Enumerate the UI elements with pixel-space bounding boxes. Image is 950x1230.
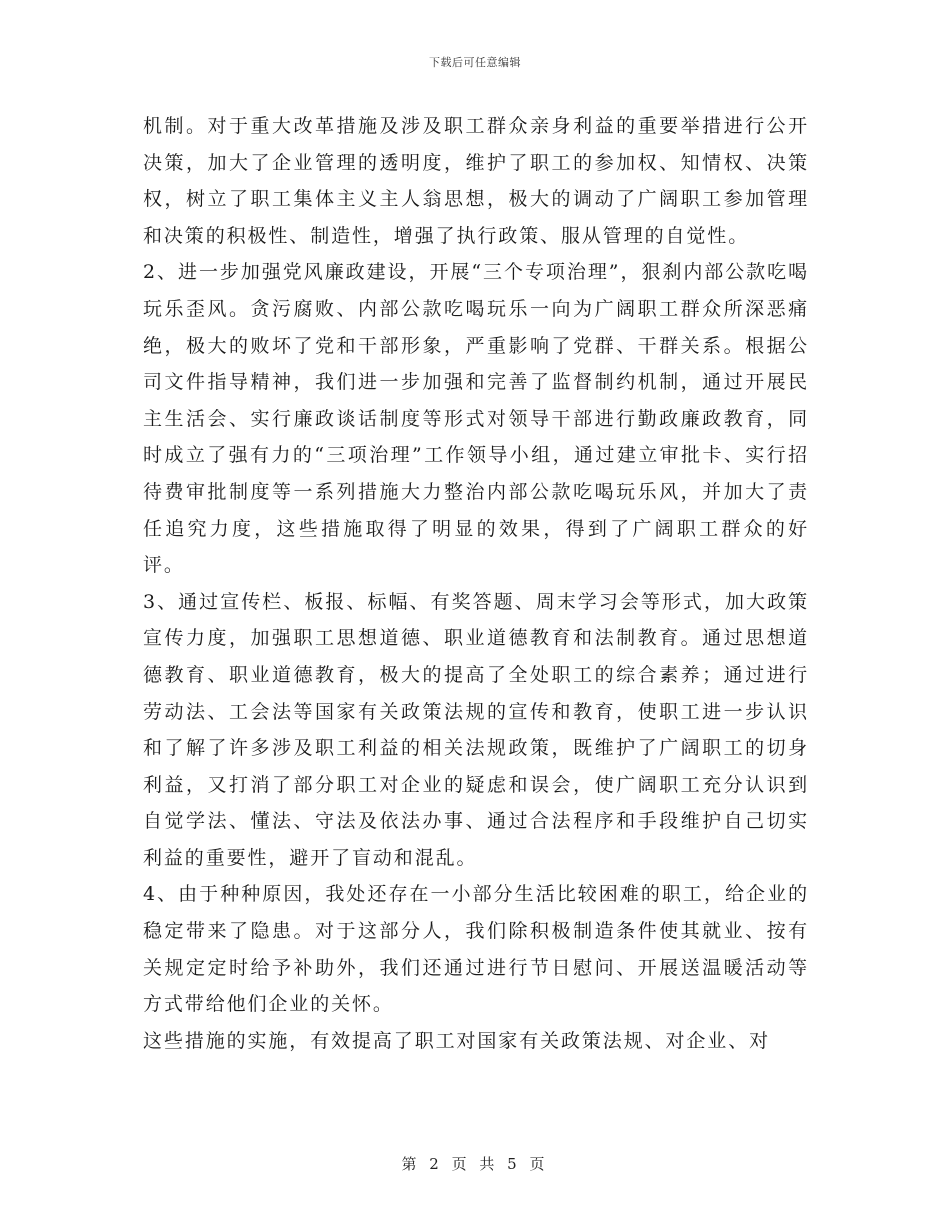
paragraph-4: 4、由于种种原因，我处还存在一小部分生活比较困难的职工，给企业的稳定带来了隐患。对于这部分人，我们除积极制造条件使其就业、按有关规定定时给予补助外，我们还通过进行节日慰问、开展送温暖活动等方式带给他们企业的关怀。	[143, 883, 809, 1016]
paragraph-3: 3、通过宣传栏、板报、标幅、有奖答题、周末学习会等形式，加大政策宣传力度，加强职工思想道德、职业道德教育和法制教育。通过思想道德教育、职业道德教育，极大的提高了全处职工的综合素养；通过进行劳动法、工会法等国家有关政策法规的宣传和教育，使职工进一步认识和了解了许多涉及职工利益的相关法规政策，既维护了广阔职工的切身利益，又打消了部分职工对企业的疑虑和误会，使广阔职工充分认识到自觉学法、懂法、守法及依法办事、通过合法程序和手段维护自己切实利益的重要性，避开了盲动和混乱。	[143, 590, 809, 869]
paragraph-1: 机制。对于重大改革措施及涉及职工群众亲身利益的重要举措进行公开决策，加大了企业管理的透明度，维护了职工的参加权、知情权、决策权，树立了职工集体主义主人翁思想，极大的调动了广阔职工参加管理和决策的积极性、制造性，增强了执行政策、服从管理的自觉性。	[143, 115, 809, 247]
page-header-note: 下载后可任意编辑	[429, 56, 521, 69]
paragraph-5: 这些措施的实施，有效提高了职工对国家有关政策法规、对企业、对	[143, 1029, 771, 1052]
page-number: 第 2 页 共 5 页	[401, 1155, 549, 1173]
paragraph-2: 2、进一步加强党风廉政建设，开展“三个专项治理”，狠刹内部公款吃喝玩乐歪风。贪污腐败、内部公款吃喝玩乐一向为广阔职工群众所深恶痛绝，极大的败坏了党和干部形象，严重影响了党群、干群关系。根据公司文件指导精神，我们进一步加强和完善了监督制约机制，通过开展民主生活会、实行廉政谈话制度等形式对领导干部进行勤政廉政教育，同时成立了强有力的“三项治理”工作领导小组，通过建立审批卡、实行招待费审批制度等一系列措施大力整治内部公款吃喝玩乐风，并加大了责任追究力度，这些措施取得了明显的效果，得到了广阔职工群众的好评。	[143, 261, 809, 577]
document-body	[143, 108, 809, 1059]
